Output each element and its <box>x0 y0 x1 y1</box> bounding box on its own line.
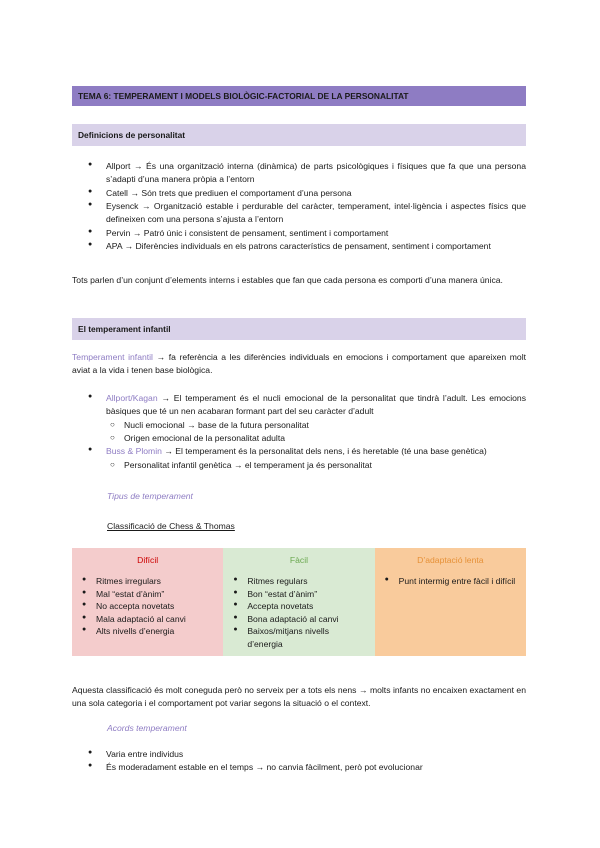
list-item: ● Allport → És una organització interna (dinàmica) de parts psicològiques i físiques que fa que una persona s’adapti d’una manera pròpia a l’entorn <box>88 160 526 187</box>
list-item: ● Accepta novetats <box>231 600 366 612</box>
list-item: ● Allport/Kagan → El temperament és el nucli emocional de la personalitat que tindrà l’adult. Les emocions bàsiques que té un nen acabaran formant part del seu caràcter d’adult ○ Nucli emocional → base de la futura personalitat ○ Origen emocional de la personalitat adulta <box>88 392 526 445</box>
list-item: ● Mala adaptació al canvi <box>80 613 215 625</box>
easy-column <box>223 548 374 656</box>
difficult-title: Difícil <box>137 555 159 565</box>
table-note: Aquesta classificació és molt coneguda però no serveix per a tots els nens → molts infants no encaixen exactament en una sola categoria i el comportament pot variar segons la situació o el context. <box>72 685 526 709</box>
temperament-intro-key: Temperament infantil <box>72 352 153 362</box>
list-item: ● Punt intermig entre fàcil i difícil <box>383 575 518 587</box>
list-item: ● Buss & Plomin → El temperament és la personalitat dels nens, i és heretable (té una base genètica) ○ Personalitat infantil genètica → el temperament ja és personalitat <box>88 445 526 472</box>
section-heading-definitions: Definicions de personalitat <box>72 124 526 146</box>
sub-item: ○ Origen emocional de la personalitat adulta <box>106 432 526 445</box>
types-heading: Tipus de temperament <box>107 491 193 501</box>
list-item: ● Ritmes irregulars <box>80 575 215 587</box>
sub-list <box>106 419 526 446</box>
list-item: ● APA → Diferències individuals en els patrons característics de pensament, sentiment i comportament <box>88 240 526 253</box>
list-item: ● Alts nivells d’energia <box>80 625 215 637</box>
document-title: TEMA 6: TEMPERAMENT I MODELS BIOLÒGIC-FACTORIAL DE LA PERSONALITAT <box>72 86 526 106</box>
easy-title: Fàcil <box>289 555 309 565</box>
classification-heading: Classificació de Chess & Thomas <box>107 521 235 531</box>
section-heading-temperament: El temperament infantil <box>72 318 526 340</box>
agreements-heading: Acords temperament <box>107 723 187 733</box>
list-item: ● Varia entre individus <box>88 748 526 761</box>
list-item: ● Ritmes regulars <box>231 575 366 587</box>
temperament-intro: Temperament infantil → fa referència a les diferències individuals en emocions i comportament que apareixen molt aviat a la vida i tenen base biològica. <box>72 352 526 376</box>
temperament-table <box>72 548 526 656</box>
definitions-list <box>88 160 526 253</box>
sub-item: ○ Personalitat infantil genètica → el temperament ja és personalitat <box>106 459 526 472</box>
slow-title: D’adaptació lenta <box>417 555 484 565</box>
authors-list <box>88 392 526 472</box>
list-item: ● Catell → Són trets que prediuen el comportament d’una persona <box>88 187 526 200</box>
list-item: ● Bon “estat d’ànim” <box>231 588 366 600</box>
definitions-summary: Tots parlen d’un conjunt d’elements interns i estables que fan que cada persona es comporti d’una manera única. <box>72 275 503 285</box>
list-item: ● Mal “estat d’ànim” <box>80 588 215 600</box>
list-item: ● No accepta novetats <box>80 600 215 612</box>
list-item: ● Baixos/mitjans nivells d’energia <box>231 625 366 650</box>
list-item: ● Eysenck → Organització estable i perdurable del caràcter, temperament, intel·ligència i aspectes físics que defineixen com una persona s’ajusta a l’entorn <box>88 200 526 227</box>
list-item: ● Pervin → Patró únic i consistent de pensament, sentiment i comportament <box>88 227 526 240</box>
sub-item: ○ Nucli emocional → base de la futura personalitat <box>106 419 526 432</box>
difficult-column <box>72 548 223 656</box>
agreements-list <box>88 748 526 775</box>
list-item: ● Bona adaptació al canvi <box>231 613 366 625</box>
list-item: ● És moderadament estable en el temps → no canvia fàcilment, però pot evolucionar <box>88 761 526 774</box>
sub-list <box>106 459 526 472</box>
slow-column <box>375 548 526 656</box>
